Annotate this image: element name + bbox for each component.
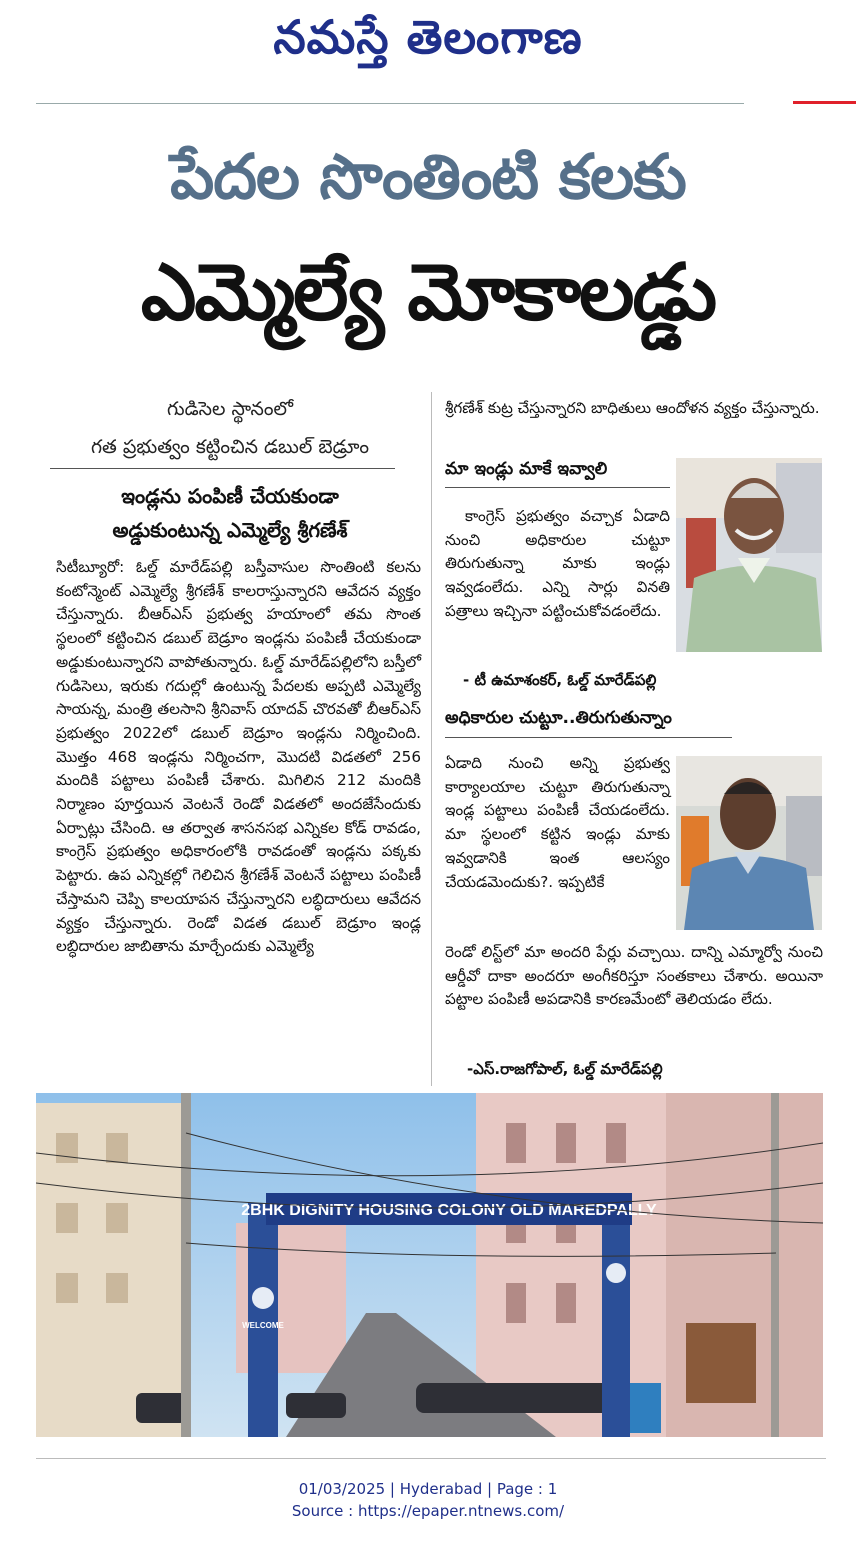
- headline-kicker: పేదల సొంతింటి కలకు: [170, 140, 686, 213]
- quote-text-2: ఏడాది నుంచి అన్ని ప్రభుత్వ కార్యాలయాల చుట్టూ తిరుగుతున్నా ఇండ్ల పట్టాలు పంపిణీ చేయడంలేదు. మా స్థలంలో కట్టిన ఇండ్లు మాకు ఇవ్వడానికి ఇంత ఆలస్యం చేయడమెందుకు?. ఇప్పటికే: [445, 754, 670, 891]
- quote-signature-1: - టీ ఉమాశంకర్, ఓల్డ్ మారేడ్‌పల్లి: [463, 671, 657, 689]
- newspaper-masthead: నమస్తే తెలంగాణ: [273, 10, 583, 64]
- footer-date-page: 01/03/2025 | Hyderabad | Page : 1: [298, 1480, 558, 1498]
- subhead-line-2: గత ప్రభుత్వం కట్టించిన డబుల్ బెడ్రూం: [90, 436, 370, 458]
- masthead-red-accent: [793, 101, 856, 104]
- footer-source-link[interactable]: Source : https://epaper.ntnews.com/: [291, 1502, 565, 1520]
- arch-sign-text: 2BHK DIGNITY HOUSING COLONY OLD MAREDPALLY: [241, 1202, 657, 1219]
- article-body-left: సిటీబ్యూరో: ఓల్డ్ మారేడ్‌పల్లి బస్తీవాసుల సొంతింటి కలను కంటోన్మెంట్ ఎమ్మెల్యే శ్రీగణేశ్ కాలరాస్తున్నారని ఆవేదన వ్యక్తం చేస్తున్నారు. బీఆర్ఎస్ ప్రభుత్వ హయాంలో తమ సొంత స్థలంలో కట్టించిన డబుల్ బెడ్రూం ఇండ్లను పంపిణీ చేయకుండా అడ్డుకుంటున్నారని వాపోతున్నారు. ఓల్డ్ మారేడ్‌పల్లిలోని బస్తీలో గుడిసెలు, ఇరుకు గదుల్లో ఉంటున్న పేదలకు అప్పటి ఎమ్మెల్యే సాయన్న, మంత్రి తలసాని శ్రీనివాస్ యాదవ్ చొరవతో బీఆర్ఎస్ ప్రభుత్వం 2022లో డబుల్ బెడ్రూం ఇండ్లను నిర్మించింది. మొత్తం 468 ఇండ్లను నిర్మించగా, మొదటి విడతలో 256 మందికి పట్టాలు పంపిణీ చేశారు. మిగిలిన 212 మందికి నిర్మాణం పూర్తయిన వెంటనే రెండో విడతలో అందజేసేందుకు ఏర్పాట్లు చేసింది. ఆ తర్వాత శాసనసభ ఎన్నికల కోడ్ రావడం, కాంగ్రెస్ ప్రభుత్వం అధికారంలోకి రావడంతో ఇండ్లను పక్కకు పెట్టారు. ఉప ఎన్నికల్లో గెలిచిన శ్రీగణేశ్ వెంటనే పట్టాలు పంపిణీ చేస్తామని చెప్పి కాలయాపన చేస్తున్నారని లబ్ధిదారులు ఆవేదన వ్యక్తం చేస్తున్నారు. రెండో విడత డబుల్ బెడ్రూం ఇండ్ల లబ్ధిదారుల జాబితాను మార్చేందుకు ఎమ్మెల్యే: [56, 558, 421, 956]
- masthead-rule: [36, 103, 744, 104]
- article-body-right: శ్రీగణేశ్ కుట్ర చేస్తున్నారని బాధితులు ఆందోళన వ్యక్తం చేస్తున్నారు.: [445, 399, 820, 417]
- column-separator: [431, 392, 432, 1086]
- quote-heading-1: మా ఇండ్లు మాకే ఇవ్వాలి: [445, 459, 608, 479]
- colony-photo: [36, 1093, 823, 1437]
- subhead-line-3: ఇండ్లను పంపిణీ చేయకుండా: [121, 484, 339, 508]
- quote-heading-2-underline: [445, 737, 732, 738]
- subhead-line-1: గుడిసెల స్థానంలో: [166, 398, 294, 420]
- quote-signature-2: -ఎస్.రాజగోపాల్, ఓల్డ్ మారేడ్‌పల్లి: [467, 1060, 663, 1078]
- headline-main: ఎమ్మెల్యే మోకాలడ్డు: [140, 248, 716, 338]
- arch-welcome-text: WELCOME: [242, 1321, 284, 1330]
- quote-heading-2: అధికారుల చుట్టూ..తిరుగుతున్నాం: [445, 708, 672, 728]
- footer-divider: [36, 1458, 826, 1459]
- quote-text-2-continued: రెండో లిస్ట్‌లో మా అందరి పేర్లు వచ్చాయి. దాన్ని ఎమ్మార్వో నుంచి ఆర్డీవో దాకా అందరూ అంగీకరిస్తూ సంతకాలు చేశారు. అయినా పట్టాల పంపిణీ అపడానికి కారణమేంటో తెలియడం లేదు.: [445, 943, 823, 1009]
- portrait-photo-1: [676, 458, 822, 652]
- quote-heading-1-underline: [445, 487, 670, 488]
- subhead-divider: [50, 468, 395, 469]
- portrait-photo-2: [676, 756, 822, 930]
- quote-text-1: కాంగ్రెస్ ప్రభుత్వం వచ్చాక ఏడాది నుంచి అధికారుల చుట్టూ తిరుగుతున్నా మాకు ఇండ్లు ఇవ్వడంలేదు. ఎన్ని సార్లు వినతి పత్రాలు ఇచ్చినా పట్టించుకోవడంలేదు.: [445, 507, 670, 620]
- subhead-line-4: అడ్డుకుంటున్న ఎమ్మెల్యే శ్రీగణేశ్: [112, 518, 348, 542]
